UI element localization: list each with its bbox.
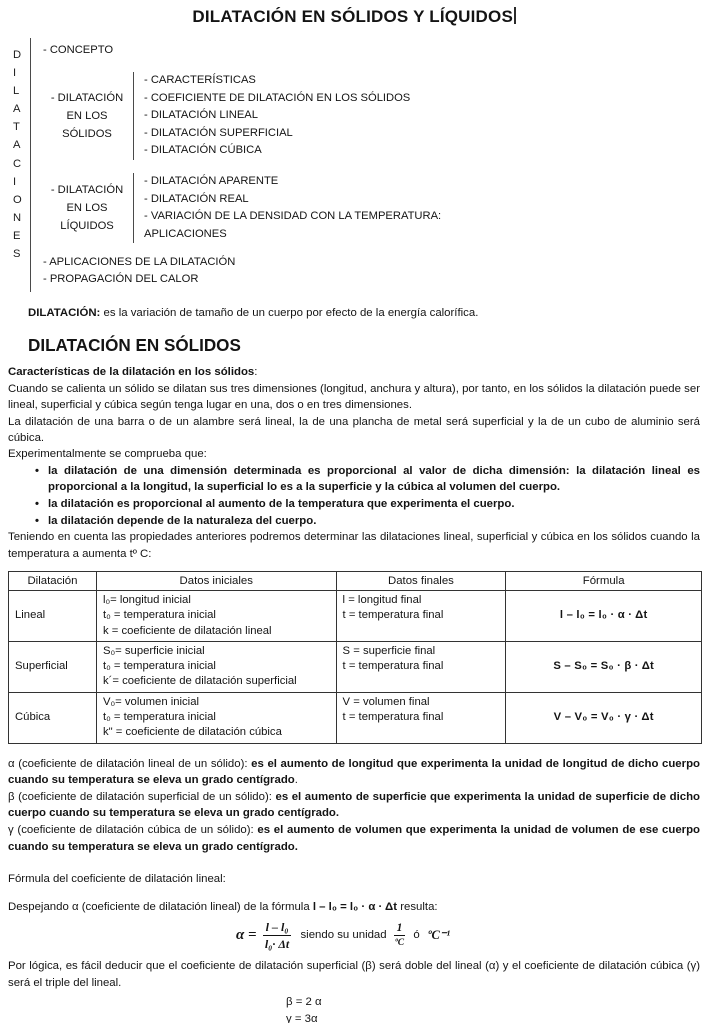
alpha-definition <box>8 756 700 789</box>
outline-item-aplicaciones: - APLICACIONES DE LA DILATACIÓN <box>43 256 236 269</box>
vertical-letter: T <box>13 121 20 134</box>
definition-text: es la variación de tamaño de un cuerpo por efecto de la energía calorífica. <box>100 307 479 320</box>
definition-term: DILATACIÓN: <box>28 307 101 320</box>
vertical-letter: E <box>13 229 21 242</box>
beta-equation: β = 2 α <box>286 996 322 1009</box>
beta-definition-bold: es el aumento de superficie que experimenta la unidad de superficie de dicho cuerpo cuando su temperatura se eleva un grado centígrado. <box>8 790 700 820</box>
cell-datos-iniciales <box>96 590 336 641</box>
cell-line: t₀ = temperatura inicial <box>102 660 216 673</box>
outline-label-line: SÓLIDOS <box>62 127 112 140</box>
conjunction-o: ó <box>413 929 420 942</box>
outline-subitem: - DILATACIÓN LINEAL <box>144 109 258 122</box>
unit-label-text: siendo su unidad <box>300 929 387 942</box>
gamma-definition-bold: es el aumento de volumen que experimenta la unidad de volumen de ese cuerpo cuando su temperatura se eleva un grado centígrado. <box>8 824 701 853</box>
column-header-dilatacion: Dilatación <box>9 571 97 590</box>
despejando-line <box>8 899 700 916</box>
alpha-definition-lead: α (coeficiente de dilatación lineal de un sólido): <box>8 757 252 770</box>
outline-label-liquidos <box>43 181 131 235</box>
vertical-letter: A <box>13 139 21 152</box>
bullet-item-naturaleza: • la dilatación depende de la naturaleza del cuerpo. <box>35 513 700 530</box>
alpha-formula-equation <box>236 917 700 953</box>
gamma-definition <box>8 822 700 855</box>
cell-line: V = volumen final <box>342 695 430 708</box>
cell-formula: V – V₀ = V₀ · γ · Δt <box>506 692 702 743</box>
alpha-lhs: α = <box>236 926 257 943</box>
fraction-denominator: l₀· Δt <box>264 936 290 951</box>
cell-line: t₀ = temperatura inicial <box>102 609 216 622</box>
cell-tipo: Cúbica <box>9 692 97 743</box>
column-header-formula: Fórmula <box>506 571 702 590</box>
formula-heading: Fórmula del coeficiente de dilatación lineal: <box>8 873 226 886</box>
table-row <box>9 590 702 641</box>
cell-line: S₀= superficie inicial <box>102 644 205 657</box>
caracteristicas-heading <box>8 364 700 380</box>
outline-label-line: EN LOS <box>66 109 108 122</box>
outline-subitem: - DILATACIÓN APARENTE <box>144 174 279 187</box>
coeficientes-section <box>8 756 700 856</box>
table-row <box>9 692 702 743</box>
fraction-numerator: l – l₀ <box>263 921 292 936</box>
vertical-letter: I <box>13 175 17 188</box>
table-row <box>9 641 702 692</box>
outline-tree <box>8 38 700 292</box>
outline-subitem: - VARIACIÓN DE LA DENSIDAD CON LA TEMPERATURA: <box>144 210 442 223</box>
cell-line: k" = coeficiente de dilatación cúbica <box>102 726 282 739</box>
alpha-definition-tail: . <box>294 774 298 787</box>
outline-subitem: - CARACTERÍSTICAS <box>144 74 256 86</box>
section-heading-solidos: DILATACIÓN EN SÓLIDOS <box>28 336 241 356</box>
vertical-letter: S <box>13 248 21 261</box>
cell-line: k = coeficiente de dilatación lineal <box>102 624 272 637</box>
cell-line: V₀= volumen inicial <box>102 695 199 708</box>
cell-line: S = superficie final <box>342 644 436 657</box>
outline-label-line: LÍQUIDOS <box>60 220 114 233</box>
cell-line: l = longitud final <box>342 593 422 606</box>
outline-label-line: EN LOS <box>66 202 108 215</box>
beta-gamma-equations <box>286 994 700 1023</box>
outline-vertical-label <box>8 38 30 292</box>
gamma-equation: γ = 3α <box>286 1012 318 1023</box>
outline-subitem: APLICACIONES <box>144 227 227 240</box>
cell-line: t = temperatura final <box>342 609 444 622</box>
cell-tipo: Superficial <box>9 641 97 692</box>
paragraph-dimensiones: Cuando se calienta un sólido se dilatan sus tres dimensiones (longitud, anchura y altura), por tanto, en los sólidos la dilatación puede ser lineal, superficial y cúbica según tenga lugar en una, dos o en tres dimensiones. <box>8 382 700 412</box>
page-title-text: DILATACIÓN EN SÓLIDOS Y LÍQUIDOS <box>192 7 513 26</box>
outline-subitem: - COEFICIENTE DE DILATACIÓN EN LOS SÓLIDOS <box>144 91 411 104</box>
dilatacion-definition <box>8 305 700 322</box>
gamma-definition-lead: γ (coeficiente de dilatación cúbica de un sólido): <box>8 824 258 837</box>
despejando-formula: l – l₀ = l₀ · α · Δt <box>312 901 398 914</box>
unit-fraction-denominator: ºC <box>394 937 405 948</box>
cell-line: l₀= longitud inicial <box>102 593 191 606</box>
cell-line: t₀ = temperatura inicial <box>102 711 216 724</box>
propiedades-bullet-list <box>8 463 700 529</box>
outline-label-line: - DILATACIÓN <box>50 184 124 197</box>
text-cursor[interactable] <box>514 7 516 24</box>
unit-alternative: ºC⁻¹ <box>427 928 451 943</box>
column-header-datos-finales: Datos finales <box>336 571 506 590</box>
despejando-lead: Despejando α (coeficiente de dilatación lineal) de la fórmula <box>8 901 313 914</box>
cell-datos-iniciales <box>96 692 336 743</box>
vertical-letter: L <box>13 85 20 98</box>
vertical-letter: D <box>13 49 22 61</box>
outline-body <box>30 38 441 292</box>
vertical-letter: C <box>13 157 22 170</box>
outline-item-propagacion: - PROPAGACIÓN DEL CALOR <box>43 273 199 286</box>
outline-item-concepto: - CONCEPTO <box>43 44 114 56</box>
alpha-fraction <box>263 921 292 950</box>
paragraph-ejemplos: La dilatación de una barra o de un alambre será lineal, la de una plancha de metal será superficial y la de un cubo de aluminio será cúbica. <box>8 415 700 444</box>
alpha-definition-bold: es el aumento de longitud que experimenta la unidad de longitud de dicho cuerpo cuando su temperatura se eleva un grado centígrado <box>8 757 700 787</box>
outline-label-solidos <box>43 89 131 143</box>
bullet-item-proporcional-dimension: • la dilatación de una dimensión determinada es proporcional al valor de dicha dimensión: la dilatación lineal es proporcional a la longitud, la superficial lo es a la superficie y la cúbica al volumen del cuerpo. <box>35 463 700 496</box>
cell-formula: l – l₀ = l₀ · α · Δt <box>506 590 702 641</box>
caracteristicas-section <box>8 364 700 562</box>
caracteristicas-heading-text: Características de la dilatación en los sólidos <box>8 366 255 379</box>
despejando-tail: resulta: <box>397 901 438 914</box>
paragraph-experimental: Experimentalmente se comprueba que: <box>8 448 207 461</box>
paragraph-teniendo: Teniendo en cuenta las propiedades anteriores podremos determinar las dilataciones lineal, superficial y cúbica en los sólidos cuando la temperatura a aumenta tº C: <box>8 531 700 560</box>
cell-datos-finales <box>336 641 506 692</box>
outline-subitem: - DILATACIÓN REAL <box>144 192 249 205</box>
table-header-row <box>9 571 702 590</box>
beta-definition-lead: β (coeficiente de dilatación superficial de un sólido): <box>8 790 276 803</box>
outline-group-liquidos <box>43 173 441 243</box>
outline-sublist-solidos <box>133 72 410 160</box>
vertical-letter: N <box>13 211 22 224</box>
cell-tipo: Lineal <box>9 590 97 641</box>
cell-datos-iniciales <box>96 641 336 692</box>
unit-fraction <box>394 923 406 948</box>
outline-group-solidos <box>43 72 441 160</box>
page-title <box>8 6 700 28</box>
unit-fraction-numerator: 1 <box>394 923 406 936</box>
vertical-letter: O <box>13 193 22 206</box>
vertical-letter: I <box>13 67 17 80</box>
bullet-item-proporcional-temperatura: • la dilatación es proporcional al aumento de la temperatura que experimenta el cuerpo. <box>35 496 700 513</box>
cell-datos-finales <box>336 590 506 641</box>
caracteristicas-heading-colon: : <box>254 366 258 379</box>
cell-line: t = temperatura final <box>342 660 444 673</box>
outline-subitem: - DILATACIÓN SUPERFICIAL <box>144 126 293 139</box>
dilataciones-table <box>8 571 702 744</box>
outline-subitem: - DILATACIÓN CÚBICA <box>144 144 262 157</box>
cell-line: t = temperatura final <box>342 711 444 724</box>
beta-definition <box>8 789 700 822</box>
por-logica-paragraph: Por lógica, es fácil deducir que el coeficiente de dilatación superficial (β) será doble del lineal (α) y el coeficiente de dilatación cúbica (γ) será el triple del lineal. <box>8 960 700 989</box>
column-header-datos-iniciales: Datos iniciales <box>96 571 336 590</box>
cell-formula: S – S₀ = S₀ · β · Δt <box>506 641 702 692</box>
vertical-letter: A <box>13 103 21 116</box>
cell-datos-finales <box>336 692 506 743</box>
outline-sublist-liquidos <box>133 173 441 243</box>
outline-label-line: - DILATACIÓN <box>50 91 124 104</box>
cell-line: k´= coeficiente de dilatación superficial <box>102 675 297 688</box>
